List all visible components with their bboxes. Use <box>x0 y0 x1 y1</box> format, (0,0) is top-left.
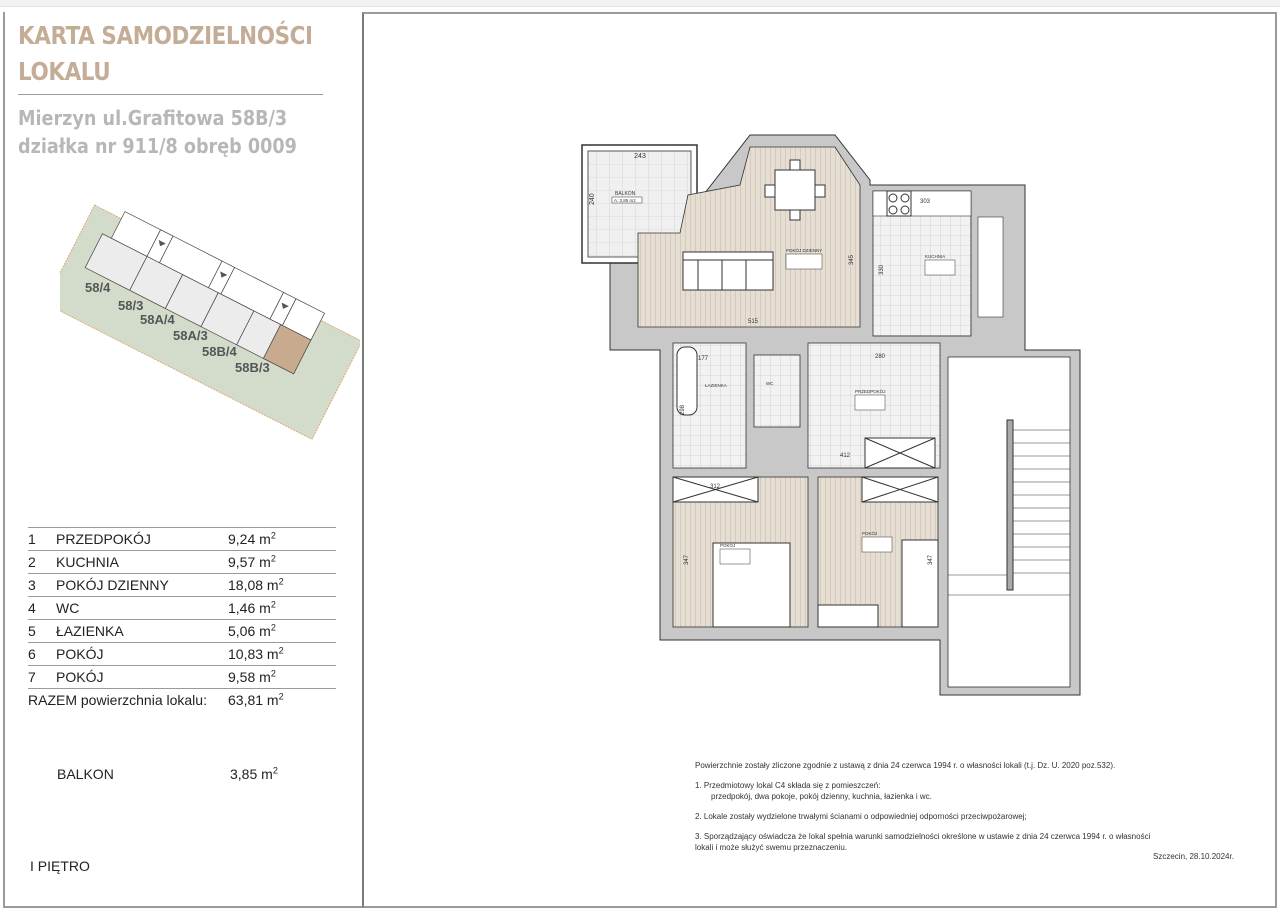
top-bar <box>0 0 1280 7</box>
address-block <box>18 104 297 160</box>
svg-text:412: 412 <box>840 453 851 459</box>
address-line-1: Mierzyn ul.Grafitowa 58B/3 <box>18 106 288 130</box>
svg-text:303: 303 <box>920 199 931 205</box>
floor-label: I PIĘTRO <box>30 858 90 874</box>
table-row: 6 POKÓJ 10,83 $m^2$ <box>28 643 336 666</box>
document-title <box>18 18 313 90</box>
table-row: 1 PRZEDPOKÓJ 9,24 $m^2$ <box>28 528 336 551</box>
dining-table <box>775 170 815 210</box>
total-row: RAZEM powierzchnia lokalu: 63,81 $m^2$ <box>28 689 336 712</box>
notes-item-3: 3. Sporządzający oświadcza że lokal spełnia warunki samodzielności określone w ustawie z dnia 24 czerwca 1994 r. o własności lokali i może służyć swemu przeznaczeniu. <box>695 832 1151 852</box>
signature-date: Szczecin, 28.10.2024r. <box>1153 852 1234 861</box>
balcony-area: 3,85 $m^2$ <box>230 765 278 782</box>
svg-text:243: 243 <box>634 153 646 160</box>
svg-text:280: 280 <box>875 354 886 360</box>
svg-text:A: 3,85 m2: A: 3,85 m2 <box>614 198 636 203</box>
table-row: 5 ŁAZIENKA 5,06 $m^2$ <box>28 620 336 643</box>
svg-text:PRZEDPOKÓJ: PRZEDPOKÓJ <box>855 389 886 394</box>
svg-text:POKÓJ: POKÓJ <box>720 543 736 548</box>
notes-item-2: 2. Lokale zostały wydzielone trwałymi ścianami o odpowiedniej odporności przeciwpożarowej; <box>695 812 1027 821</box>
notes-block <box>695 760 1155 862</box>
unit-label: 58A/3 <box>173 328 208 343</box>
svg-text:177: 177 <box>698 356 709 362</box>
svg-text:347: 347 <box>684 554 690 565</box>
table-row: 3 POKÓJ DZIENNY 18,08 $m^2$ <box>28 574 336 597</box>
svg-text:POKÓJ DZIENNY: POKÓJ DZIENNY <box>786 248 823 253</box>
svg-text:298: 298 <box>680 404 686 415</box>
svg-text:POKÓJ: POKÓJ <box>862 531 878 536</box>
notes-intro: Powierzchnie zostały zliczone zgodnie z ustawą z dnia 24 czerwca 1994 r. o własności lokali (t.j. Dz. U. 2020 poz.532). <box>695 761 1116 770</box>
title-divider <box>18 94 323 95</box>
wc <box>754 355 800 427</box>
balcony-label: BALKON <box>57 766 114 782</box>
svg-text:312: 312 <box>710 484 721 490</box>
svg-text:ŁAZIENKA: ŁAZIENKA <box>705 383 727 388</box>
table-row: 7 POKÓJ 9,58 $m^2$ <box>28 666 336 689</box>
table-row: 4 WC 1,46 $m^2$ <box>28 597 336 620</box>
floor-plan <box>570 125 1100 710</box>
title-line-1: KARTA SAMODZIELNOŚCI <box>18 21 313 50</box>
unit-label: 58/3 <box>118 298 144 313</box>
title-line-2: LOKALU <box>18 57 111 86</box>
svg-text:KUCHNIA: KUCHNIA <box>925 254 946 259</box>
svg-text:347: 347 <box>928 554 934 565</box>
svg-text:330: 330 <box>879 264 885 275</box>
table-row: 2 KUCHNIA 9,57 $m^2$ <box>28 551 336 574</box>
unit-label: 58A/4 <box>140 312 175 327</box>
svg-text:345: 345 <box>849 254 855 265</box>
unit-label: 58/4 <box>85 280 111 295</box>
svg-text:WC: WC <box>766 381 774 386</box>
svg-text:BALKON: BALKON <box>615 191 636 197</box>
unit-label: 58B/4 <box>202 344 237 359</box>
notes-item-1: 1. Przedmiotowy lokal C4 składa się z pomieszczeń: przedpokój, dwa pokoje, pokój dzienny, kuchnia, łazienka i wc. <box>695 781 932 801</box>
address-line-2: działka nr 911/8 obręb 0009 <box>18 134 297 158</box>
svg-text:240: 240 <box>589 193 596 205</box>
site-map <box>60 200 360 440</box>
unit-label: 58B/3 <box>235 360 270 375</box>
sofa <box>683 252 773 290</box>
rooms-table <box>28 527 336 711</box>
svg-text:515: 515 <box>748 319 759 325</box>
